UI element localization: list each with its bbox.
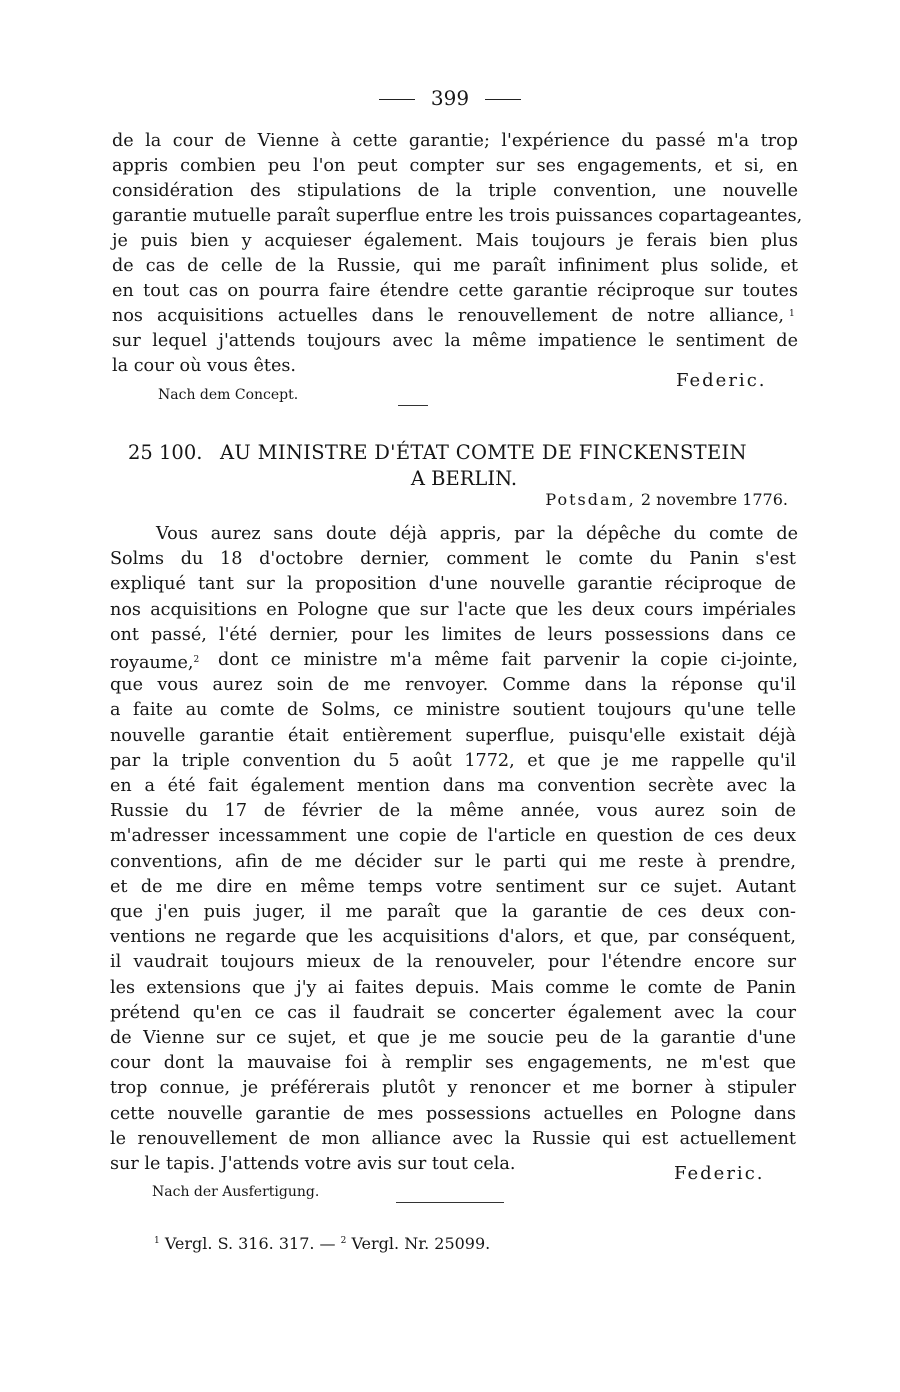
text-line: Solms du 18 d'octobre dernier, comment le comte du Panin s'est [110, 549, 796, 570]
text-line: les extensions que j'y ai faites depuis. Mais comme le comte de Panin [110, 977, 796, 998]
dateline [0, 490, 788, 509]
text-line: nos acquisitions actuelles dans le renouvellement de notre alliance, [112, 306, 784, 326]
footnote-text: Vergl. S. 316. 317. — [164, 1234, 336, 1253]
text-line: cour dont la mauvaise foi à remplir ses engagements, ne m'est que [110, 1053, 796, 1074]
page-header [0, 86, 900, 110]
text-line: cette nouvelle garantie de mes possessions actuelles en Pologne dans [110, 1103, 796, 1124]
text-line: et de me dire en même temps votre sentiment sur ce sujet. Autant [110, 876, 796, 897]
footnote-mark: 2 [193, 655, 200, 665]
dateline-place: Potsdam, [545, 490, 636, 509]
text-line: garantie mutuelle paraît superflue entre les trois puissances copartageantes, [112, 206, 803, 226]
text-line: que vous aurez soin de me renvoyer. Comme dans la réponse qu'il [110, 675, 796, 696]
footnote-mark: 1 [154, 1236, 160, 1246]
text-line: m'adresser incessamment une copie de l'article en question de ces deux [110, 826, 796, 847]
text-line: il vaudrait toujours mieux de la renouveler, pour l'étendre encore sur [110, 952, 796, 973]
source-note: Nach der Ausfertigung. [152, 1184, 320, 1200]
letter-number: 25 100. [128, 441, 203, 464]
text-line: en a été fait également mention dans ma convention secrète avec la [110, 776, 796, 796]
text-line: appris combien peu l'on peut compter sur ses engagements, et si, en [112, 156, 798, 176]
footnote-text: Vergl. Nr. 25099. [351, 1234, 491, 1253]
text-line: sur lequel j'attends toujours avec la même impatience le sentiment de [112, 331, 798, 351]
text-line: que j'en puis juger, il me paraît que la garantie de ces deux con- [110, 902, 796, 922]
text-line: nos acquisitions en Pologne que sur l'acte que les deux cours impériales [110, 599, 796, 620]
text-line [110, 647, 199, 673]
footnote-mark: 2 [340, 1236, 347, 1246]
text-segment: royaume, [110, 653, 194, 673]
text-line: la cour où vous êtes. [112, 356, 297, 376]
text-line: expliqué tant sur la proposition d'une nouvelle garantie réciproque de [110, 574, 796, 595]
text-line: a faite au comte de Solms, ce ministre soutient toujours qu'une telle [110, 700, 796, 721]
source-note: Nach dem Concept. [158, 387, 299, 403]
text-line: de cas de celle de la Russie, qui me paraît infiniment plus solide, et [112, 256, 798, 276]
header-rule-right [485, 99, 521, 100]
text-line: je puis bien y acquieser également. Mais toujours je ferais bien plus [112, 231, 798, 251]
page-number: 399 [430, 86, 470, 110]
letter-title-line2: A BERLIN. [410, 467, 518, 490]
text-line: Russie du 17 de février de la même année, vous aurez soin de [110, 801, 796, 822]
signature: Federic. [674, 1163, 765, 1184]
text-line: ont passé, l'été dernier, pour les limites de leurs possessions dans ce [110, 624, 796, 645]
signature: Federic. [676, 370, 767, 391]
text-line: de la cour de Vienne à cette garantie; l'expérience du passé m'a trop [112, 131, 798, 151]
text-line: dont ce ministre m'a même fait parvenir la copie ci-jointe, [218, 650, 798, 670]
text-line: Vous aurez sans doute déjà appris, par la dépêche du comte de [156, 524, 798, 544]
header-rule-left [379, 99, 415, 100]
footnote-mark: 1 [789, 309, 795, 319]
separator-rule [398, 405, 428, 406]
text-line: trop connue, je préférerais plutôt y renoncer et me borner à stipuler [110, 1078, 796, 1099]
text-line: par la triple convention du 5 août 1772, et que je me rappelle qu'il [110, 750, 796, 771]
letter-title: AU MINISTRE D'ÉTAT COMTE DE FINCKENSTEIN [220, 441, 747, 464]
text-line: considération des stipulations de la triple convention, une nouvelle [112, 181, 798, 201]
text-line: sur le tapis. J'attends votre avis sur tout cela. [110, 1154, 516, 1174]
text-line: nouvelle garantie était entièrement superflue, puisqu'elle existait déjà [110, 725, 796, 746]
text-line: ventions ne regarde que les acquisitions d'alors, et que, par conséquent, [110, 927, 796, 948]
text-line: le renouvellement de mon alliance avec la Russie qui est actuellement [110, 1128, 796, 1149]
text-line: de Vienne sur ce sujet, et que je me soucie peu de la garantie d'une [110, 1028, 796, 1048]
footnote-separator [396, 1202, 504, 1203]
dateline-date: 2 novembre 1776. [640, 490, 788, 509]
text-line: prétend qu'en ce cas il faudrait se concerter également avec la cour [110, 1002, 796, 1023]
footnotes [154, 1234, 490, 1253]
text-line: conventions, afin de me décider sur le parti qui me reste à prendre, [110, 851, 796, 872]
text-line: en tout cas on pourra faire étendre cette garantie réciproque sur toutes [112, 281, 798, 301]
